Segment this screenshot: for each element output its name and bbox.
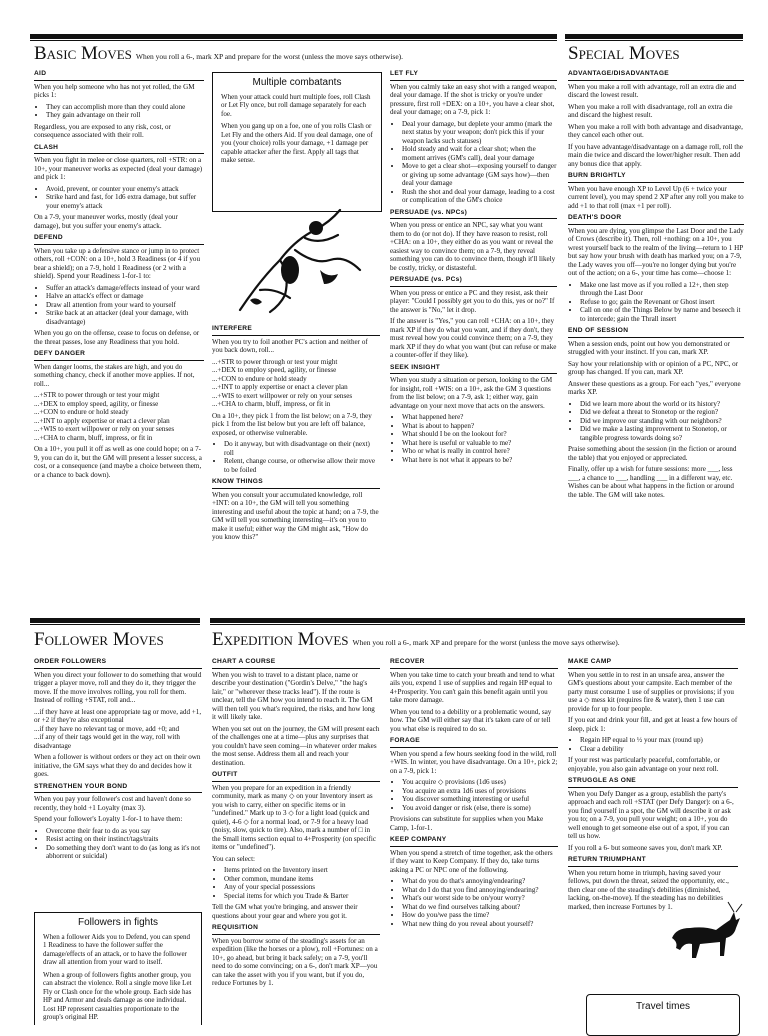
move-option: • Did we learn more about the world or its history?	[580, 400, 744, 409]
move-option: • Special items for which you Trade & Barter	[224, 892, 380, 901]
move-interfere	[212, 325, 380, 474]
travel-times-title: Travel times	[635, 1001, 691, 1012]
move-option: • What's our worst side to be on/your worry?	[402, 894, 558, 903]
move-title: KNOW THINGS	[212, 478, 380, 489]
move-option: • Items printed on the Inventory insert	[224, 866, 380, 875]
move-text: Say how your relationship with or opinion of a PC, NPC, or group has changed. If you can, mark XP.	[568, 359, 739, 376]
move-text: If you roll a 6- but someone saves you, don't mark XP.	[568, 843, 723, 852]
move-options-list	[390, 877, 558, 928]
move-clash	[34, 144, 204, 231]
move-option: • What do you do that's annoying/endearing?	[402, 877, 558, 886]
move-title: DEATH'S DOOR	[568, 214, 744, 225]
move-burn-brightly	[568, 172, 744, 210]
move-text: Answer these questions as a group. For each "yes," everyone marks XP.	[568, 379, 741, 396]
roll-options-list	[34, 391, 204, 442]
move-title: INTERFERE	[212, 325, 380, 336]
move-text: When you wish to travel to a distant place, name or describe your destination ("Gordin's Delve," "the hag's lair," or "wherever these tracks lead"). If the route is unclear, tell the GM how you intend to reach it. The GM will then tell you what's required, the risks, and how long it will likely take.	[212, 670, 375, 721]
move-text: When you return home in triumph, having saved your fellows, put down the threat, seized the opportunity, etc., then clear one of the steading's debilities (diminished, lacking, on-the-move). If the steading has no debilities marked, then increase Fortunes by 1.	[568, 868, 729, 911]
move-title: FORAGE	[390, 737, 558, 748]
move-text: Praise something about the session (in the fiction or around the table) that you enjoyed or appreciated.	[568, 445, 737, 462]
roll-option: ...+INT to apply expertise or enact a clever plan	[212, 383, 348, 391]
move-title: DEFEND	[34, 234, 204, 245]
move-text: If you have advantage/disadvantage on a damage roll, roll the main die twice and discard the lower/higher result. Then add any bonus dice that apply.	[568, 142, 743, 168]
roll-option: ...+CON to endure or hold steady	[34, 408, 129, 416]
roll-option: ...+STR to power through or test your might	[212, 357, 338, 366]
move-option: • Did we improve our standing with our neighbors?	[580, 417, 744, 426]
move-option: • Resist acting on their instinct/tags/traits	[46, 835, 202, 844]
move-option: • You avoid danger or risk (else, there is some)	[402, 804, 558, 813]
move-title: PERSUADE (vs. NPCs)	[390, 209, 557, 220]
move-text: When danger looms, the stakes are high, and you do something chancy, check if another move applies. If not, roll...	[34, 362, 195, 388]
move-option: • They gain advantage on their roll	[46, 111, 204, 120]
move-option: • What happened here?	[402, 413, 557, 422]
move-text: Regardless, you are exposed to any risk, cost, or consequence associated with their roll.	[34, 122, 171, 139]
roll-option: ...+WIS to exert willpower or rely on your senses	[212, 391, 353, 400]
roll-option: ...+STR to power through or test your might	[34, 391, 160, 399]
move-title: MAKE CAMP	[568, 658, 738, 669]
move-recover	[390, 658, 558, 733]
followers-in-fights-text-1: When a follower Aids you to Defend, you can spend 1 Readiness to have the follower suffer the damage/effects of an attack, or to have the follower draw all attention from your ward to itself.	[43, 932, 190, 966]
roll-option: ...+CON to endure or hold steady	[212, 374, 307, 383]
multiple-combatants-text-2: When you gang up on a foe, one of you rolls Clash or Let Fly and the others Aid. If you deal damage, one of you (your choice) rolls your damage, +1 damage per capable attacker after the first. Apply all tags that make sense.	[221, 122, 373, 164]
move-option: • Relent, change course, or otherwise allow their move to be foiled	[224, 457, 380, 474]
move-option: • Suffer an attack's damage/effects instead of your ward	[46, 284, 204, 293]
move-text: When a session ends, point out how you demonstrated or struggled with your instinct. If you can, mark XP.	[568, 339, 730, 356]
move-title: ADVANTAGE/DISADVANTAGE	[568, 70, 744, 81]
special-moves-column	[568, 70, 744, 590]
multiple-combatants-box	[212, 72, 382, 212]
move-title: RETURN TRIUMPHANT	[568, 856, 738, 867]
move-options-list	[568, 281, 744, 324]
move-option: • Do something they don't want to do (as long as it's not abhorrent or suicidal)	[46, 844, 202, 861]
move-order-followers	[34, 658, 202, 779]
move-option: • Avoid, prevent, or counter your enemy's attack	[46, 185, 204, 194]
move-keep-company	[390, 836, 558, 928]
move-option: • What do we find ourselves talking about?	[402, 903, 558, 912]
move-text: When you take up a defensive stance or jump in to protect others, roll +CON: on a 10+, hold 3 Readiness (or 4 if you bear a shield); on a 7-9, hold 1 Readiness (or 2 with a shield). Spend your Readiness 1-for-1 to:	[34, 246, 201, 280]
followers-in-fights-box	[34, 912, 202, 1025]
move-title: BURN BRIGHTLY	[568, 172, 744, 183]
move-persuade-vs-pcs	[390, 276, 557, 360]
move-title: AID	[34, 70, 204, 81]
expedition-moves-title: Expedition Moves When you roll a 6-, mark XP and prepare for the worst (unless the move says otherwise).	[212, 629, 620, 650]
move-option: • Strike hard and fast, for 1d6 extra damage, but suffer your enemy's attack	[46, 193, 204, 210]
move-option: • Draw all attention from your ward to yourself	[46, 301, 204, 310]
move-option: • Clear a debility	[580, 745, 738, 754]
move-options-list	[34, 103, 204, 120]
move-option: • What should I be on the lookout for?	[402, 430, 557, 439]
move-option: • What is about to happen?	[402, 422, 557, 431]
expedition-moves-subtitle: When you roll a 6-, mark XP and prepare for the worst (unless the move says otherwise).	[352, 638, 620, 647]
move-options-list	[212, 866, 380, 900]
move-text: When you are dying, you glimpse the Last Door and the Lady of Crows (describe it). Then, roll +nothing: on a 10+, you wrest yourself back to the realm of the living—return to 1 HP but say how your brush with death has marked you; on a 7-9, the Lady waves you off—you're no longer dying but you're out of the action; on a 6-, your time has come—choose 1:	[568, 226, 744, 277]
move-text: When you spend a stretch of time together, ask the others if they want to Keep Company. If they do, take turns asking a PC or NPC one of the following.	[390, 848, 553, 874]
move-text: On a 7-9, your maneuver works, mostly (deal your damage), but you suffer your enemy's attack.	[34, 213, 178, 230]
move-text: When you calmly take an easy shot with a ranged weapon, deal your damage. If the shot is tricky or you're under pressure, first roll +DEX: on a 10+, you have a clear shot, deal your damage; on a 7-9, pick 1:	[390, 82, 557, 116]
move-text: When you help someone who has not yet rolled, the GM picks 1:	[34, 82, 195, 99]
move-text: When you set out on the journey, the GM will present each of the challenges one at a time—plus any surprises that you couldn't have seen coming—in whatever order makes the most sense. Address them all and reach your destination.	[212, 724, 380, 767]
move-title: KEEP COMPANY	[390, 836, 558, 847]
roll-option: ...+DEX to employ speed, agility, or finesse	[212, 366, 337, 374]
combatant-illustration	[220, 200, 380, 320]
move-title: STRUGGLE AS ONE	[568, 777, 738, 788]
followers-in-fights-text-2: When a group of followers fights another group, you can abstract the violence. Roll a single move like Let Fly or Clash once for the whole group. Each side has HP and Armor and deals damage as one individual. Lost HP represent casualties proportionate to the group's original HP.	[43, 970, 192, 1021]
move-strengthen-your-bond	[34, 783, 202, 861]
move-text: When you make a roll with disadvantage, roll an extra die and discard the highest result.	[568, 102, 733, 119]
move-text: When you Defy Danger as a group, establish the party's approach and each roll +STAT (per Defy Danger): on a 6-, you find yourself in a spot, the GM will describe it or ask you to; on a 7-9, you pull your weight; on a 10+, you do well enough to get someone else out of a spot, if you can tell us how.	[568, 789, 734, 840]
move-seek-insight	[390, 364, 557, 465]
move-option: • What here is useful or valuable to me?	[402, 439, 557, 448]
move-options-list	[390, 778, 558, 812]
expedition-moves-column-1	[212, 658, 380, 1024]
move-title: END OF SESSION	[568, 327, 744, 338]
move-aid	[34, 70, 204, 140]
move-text: When you fight in melee or close quarters, roll +STR: on a 10+, your maneuver works as expected (deal your damage) and pick 1:	[34, 156, 203, 181]
move-option: • Who or what is really in control here?	[402, 447, 557, 456]
move-option: • Strike back at an attacker (deal your damage, with disadvantage)	[46, 309, 204, 326]
follower-moves-column	[34, 658, 202, 908]
move-option: • Overcome their fear to do as you say	[46, 827, 202, 836]
expedition-header-rule	[210, 618, 745, 623]
move-option: • Other common, mundane items	[224, 875, 380, 884]
move-option: • Did we defeat a threat to Stonetop or the region?	[580, 408, 744, 417]
move-end-of-session	[568, 327, 744, 499]
move-text: When you try to foil another PC's action and neither of you back down, roll...	[212, 337, 368, 354]
move-make-camp	[568, 658, 738, 773]
move-option: • What new thing do you reveal about yourself?	[402, 920, 558, 929]
move-options-list	[34, 827, 202, 861]
follower-header-rule	[30, 618, 200, 623]
move-text: When you make a roll with both advantage and disadvantage, they cancel each other out.	[568, 122, 743, 139]
move-title: LET FLY	[390, 70, 557, 81]
move-death-s-door	[568, 214, 744, 323]
move-text: If you eat and drink your fill, and get at least a few hours of sleep, pick 1:	[568, 716, 738, 733]
move-know-things	[212, 478, 380, 542]
special-moves-title: Special Moves	[568, 43, 680, 64]
move-struggle-as-one	[568, 777, 738, 852]
move-options-list	[212, 440, 380, 474]
roll-option: ...+INT to apply expertise or enact a clever plan	[34, 416, 170, 425]
move-title: ORDER FOLLOWERS	[34, 658, 202, 669]
move-text: On a 10+, you pull it off as well as one could hope; on a 7-9, you can do it, but the GM will present a lesser success, a cost, or a consequence (and maybe a choice between them, or a chance to back down).	[34, 445, 202, 479]
move-options-list	[568, 736, 738, 753]
basic-moves-title: Basic Moves When you roll a 6-, mark XP and prepare for the worst (unless the move says otherwise).	[34, 43, 404, 64]
followers-in-fights-title: Followers in fights	[77, 917, 159, 928]
move-text: Provisions can substitute for supplies when you Make Camp, 1-for-1.	[390, 815, 544, 832]
move-options-list	[390, 413, 557, 464]
move-text: When a follower is without orders or they act on their own initiative, the GM says what they do and decides how it goes.	[34, 753, 201, 778]
move-text: Finally, offer up a wish for future sessions: more ___, less ___, a chance to ___, handling ___ in a different way, etc. Wishes can be about what happens in the fiction or around the table. The GM will take notes.	[568, 465, 734, 499]
move-chart-a-course	[212, 658, 380, 767]
move-text: Tell the GM what you're bringing, and answer their questions about your gear and where you got it.	[212, 903, 358, 920]
move-text: Spend your follower's Loyalty 1-for-1 to have them:	[34, 815, 183, 823]
follower-moves-title: Follower Moves	[34, 629, 164, 650]
basic-header-rule	[30, 34, 557, 39]
move-option: • You acquire ◇ provisions (1d6 uses)	[402, 778, 558, 787]
move-text: When you study a situation or person, looking to the GM for insight, roll +WIS: on a 10+, ask the GM 3 questions from the list below; on a 7-9, ask 1; either way, gain advantage on your next move that acts on the answers.	[390, 376, 553, 410]
roll-options-list	[212, 358, 380, 409]
roll-option: ...+WIS to exert willpower or rely on your senses	[34, 425, 175, 433]
move-outfit	[212, 771, 380, 920]
move-options-list	[568, 400, 744, 443]
move-option: • Call on one of the Things Below by name and beseech it to intercede; gain the Thrall insert	[580, 306, 744, 323]
move-text: When you press or entice a PC and they resist, ask their player: "Could I possibly get you to do this, yes or no?" If the answer is "No," let it drop.	[390, 288, 555, 314]
move-option: • What do I do that you find annoying/endearing?	[402, 886, 558, 895]
roll-option: ...+DEX to employ speed, agility, or finesse	[34, 399, 159, 408]
move-option: • Did we make a lasting improvement to Stonetop, or tangible progress towards doing so?	[580, 425, 744, 442]
move-options-list	[34, 284, 204, 327]
move-text: When you direct your follower to do something that would trigger a player move, roll and they do it, they trigger the move. If the move involves rolling, you roll for them. Instead of rolling +STAT, roll and...	[34, 670, 202, 704]
move-requisition	[212, 924, 380, 988]
move-option: • Refuse to go; gain the Revenant or Ghost insert	[580, 298, 744, 307]
special-header-rule	[565, 34, 743, 39]
move-let-fly	[390, 70, 557, 205]
move-forage	[390, 737, 558, 832]
move-title: SEEK INSIGHT	[390, 364, 557, 375]
move-text: When you spend a few hours seeking food in the wild, roll +WIS. In winter, you have disadvantage. On a 10+, pick 2; on a 7-9, pick 1:	[390, 749, 558, 775]
move-option: • Move to get a clear shot—exposing yourself to danger or giving up some advantage (GM says how)—then deal your damage	[402, 162, 557, 188]
move-text: When you pay your follower's cost and haven't done so recently, they hold +1 Loyalty (max 3).	[34, 795, 191, 812]
roll-option: ...if they have no relevant tag or move, add +0; and	[34, 724, 180, 733]
move-title: CLASH	[34, 144, 204, 155]
move-option: • Halve an attack's effect or damage	[46, 292, 204, 301]
move-advantage-disadvantage	[568, 70, 744, 168]
move-option: • Do it anyway, but with disadvantage on their (next) roll	[224, 440, 380, 457]
move-defy-danger	[34, 350, 204, 479]
move-text: You can select:	[212, 854, 256, 863]
move-text: When you borrow some of the steading's assets for an expedition (like the horses or a plow), roll +Fortunes: on a 10+, go ahead, but bring it back safely; on a 7-9, you'll need to do some convincing; on a 6-, don't mark XP—you can take the asset with you if you want, but if you do, reduce Fortunes by 1.	[212, 936, 378, 987]
move-option: • Rush the shot and deal your damage, leading to a cost or complication of the GM's choice	[402, 188, 557, 205]
move-option: • Make one last move as if you rolled a 12+, then step through the Last Door	[580, 281, 744, 298]
basic-moves-column-1	[34, 70, 204, 590]
move-title: RECOVER	[390, 658, 558, 669]
move-text: If your rest was particularly peaceful, comfortable, or enjoyable, you also gain advantage on your next roll.	[568, 756, 720, 773]
roll-options-list	[34, 708, 202, 751]
move-title: PERSUADE (vs. PCs)	[390, 276, 557, 287]
roll-option: ...if any of their tags would get in the way, roll with disadvantage	[34, 733, 180, 750]
move-title: STRENGTHEN YOUR BOND	[34, 783, 202, 794]
move-text: When you have enough XP to Level Up (6 + twice your current level), you may spend 2 XP after any roll you make to add +1 to that roll (max +1 per roll).	[568, 184, 744, 210]
move-title: CHART A COURSE	[212, 658, 380, 669]
roll-option: ...+CHA to charm, bluff, impress, or fit in	[212, 400, 331, 408]
expedition-moves-column-2	[390, 658, 558, 1024]
move-option: • Regain HP equal to ½ your max (round up)	[580, 736, 738, 745]
move-title: DEFY DANGER	[34, 350, 204, 361]
move-text: When you press or entice an NPC, say what you want them to do (or not do). If they have reason to resist, roll +CHA: on a 10+, they either do as you want or reveal the easiest way to convince them; on a 7-9, they reveal something you can do to convince them, though it'll likely be costly, tricky, or distasteful.	[390, 221, 556, 272]
roll-option: ...if they have at least one appropriate tag or move, add +1, or +2 if they're also exceptional	[34, 707, 202, 724]
move-text: When you settle in to rest in an unsafe area, answer the GM's questions about your campsite. Each member of the party must consume 1 use of supplies or provisions; if you use a ◇ mess kit (requires fire & water), then 1 use can provide for up to four people.	[568, 670, 734, 713]
move-persuade-vs-npcs	[390, 209, 557, 273]
travel-times-box	[586, 994, 740, 1036]
basic-moves-column-2	[212, 325, 380, 590]
move-text: When you go on the offense, cease to focus on defense, or the threat passes, lose any Readiness that you hold.	[34, 329, 200, 346]
move-option: • What here is not what it appears to be?	[402, 456, 557, 465]
roll-option: ...+CHA to charm, bluff, impress, or fit in	[34, 433, 153, 442]
move-options-list	[390, 120, 557, 205]
move-title: REQUISITION	[212, 924, 380, 935]
move-option: • Hold steady and wait for a clear shot; when the moment arrives (GM's call), deal your damage	[402, 145, 557, 162]
move-option: • They can accomplish more than they could alone	[46, 103, 204, 112]
beast-illustration	[664, 898, 744, 968]
multiple-combatants-text-1: When your attack could hurt multiple foes, roll Clash or Let Fly once, but roll damage separately for each foe.	[221, 92, 371, 118]
basic-moves-subtitle: When you roll a 6-, mark XP and prepare for the worst (unless the move says otherwise).	[135, 52, 404, 61]
move-title: OUTFIT	[212, 771, 380, 782]
multiple-combatants-title: Multiple combatants	[252, 77, 342, 88]
move-text: When you make a roll with advantage, roll an extra die and discard the lowest result.	[568, 82, 737, 99]
move-text: When you tend to a debility or a problematic wound, say how. The GM will either say that it's taken care of or tell you what else is required to do so.	[390, 707, 552, 733]
move-option: • Deal your damage, but deplete your ammo (mark the next status by your weapon; don't pick this if your weapon lacks such statuses)	[402, 120, 557, 146]
basic-moves-column-3	[390, 70, 557, 590]
move-option: • You acquire an extra 1d6 uses of provisions	[402, 787, 558, 796]
move-text: If the answer is "Yes," you can roll +CHA: on a 10+, they mark XP if they do what you want, and if they don't, they must reveal how you could convince them; on a 7-9, they mark XP if they do what you want (but can refuse or make a counter-offer if they like).	[390, 317, 557, 359]
move-defend	[34, 234, 204, 346]
move-options-list	[34, 185, 204, 211]
move-option: • Any of your special possessions	[224, 883, 380, 892]
move-text: When you take time to catch your breath and tend to what ails you, expend 1 use of supplies and regain HP equal to 4+Prosperity. You can't gain this benefit again until you take more damage.	[390, 670, 555, 704]
move-text: When you prepare for an expedition in a friendly community, mark as many ◇ on your Inventory insert as you wish to carry, either on specific items or in "undefined." Mark up to 3 ◇ for a light load (quick and quiet), 4-6 ◇ for a normal load, or 7-9 for a heavy load (noisy, slow, quick to tire). Also, mark a number of □ in the Small items section equal to 4+Prosperity (on specific items or "undefined").	[212, 783, 376, 851]
move-text: On a 10+, they pick 1 from the list below; on a 7-9, they pick 1 from the list below but you are left off balance, exposed, or otherwise vulnerable.	[212, 411, 372, 437]
move-text: When you consult your accumulated knowledge, roll +INT: on a 10+, the GM will tell you something interesting and useful about the topic at hand; on a 7-9, the GM will tell you something interesting—it's on you to make it useful; either way the GM might ask, "How do you know this?"	[212, 490, 379, 541]
move-option: • You discover something interesting or useful	[402, 795, 558, 804]
move-option: • How do you/we pass the time?	[402, 911, 558, 920]
